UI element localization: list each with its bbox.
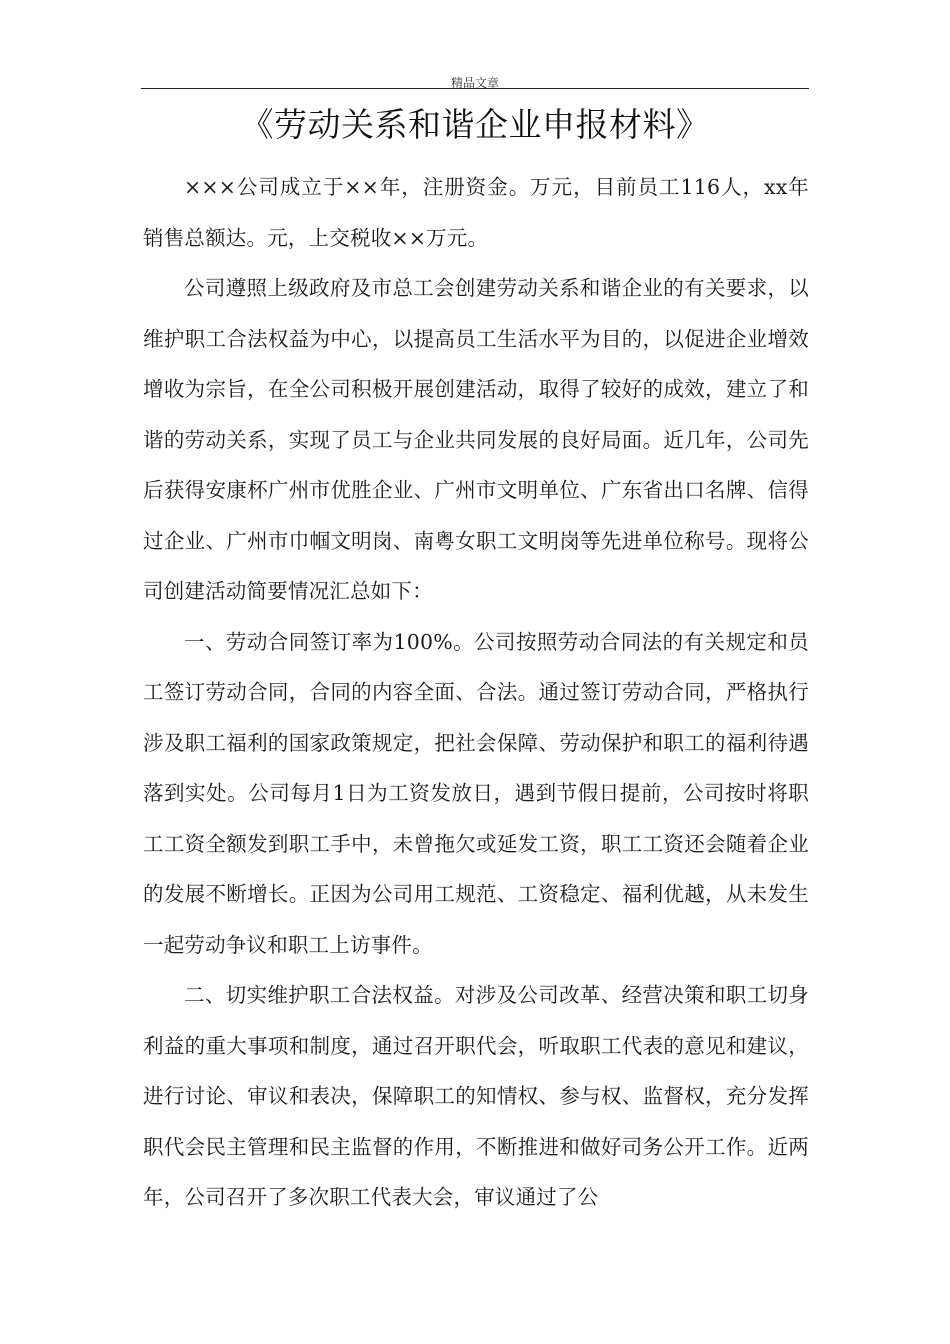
header-divider: [141, 88, 809, 89]
page-header-label: 精品文章: [450, 76, 499, 90]
paragraph-section-2: 二、切实维护职工合法权益。对涉及公司改革、经营决策和职工切身利益的重大事项和制度，通过召开职代会，听取职工代表的意见和建议，进行讨论、审议和表决，保障职工的知情权、参与权、监督权，充分发挥职代会民主管理和民主监督的作用，不断推进和做好司务公开工作。近两年，公司召开了多次职工代表大会，审议通过了公: [143, 983, 809, 1209]
paragraph-overview: 公司遵照上级政府及市总工会创建劳动关系和谐企业的有关要求，以维护职工合法权益为中心，以提高员工生活水平为目的，以促进企业增效增收为宗旨，在全公司积极开展创建活动，取得了较好的成效，建立了和谐的劳动关系，实现了员工与企业共同发展的良好局面。近几年，公司先后获得安康杯广州市优胜企业、广州市文明单位、广东省出口名牌、信得过企业、广州市巾帼文明岗、南粤女职工文明岗等先进单位称号。现将公司创建活动简要情况汇总如下：: [143, 276, 809, 603]
paragraph-intro: ×××公司成立于××年，注册资金。万元，目前员工116人，xx年销售总额达。元，上交税收××万元。: [143, 175, 809, 250]
document-body: [143, 162, 809, 1223]
document-title: 《劳动关系和谐企业申报材料》: [240, 105, 710, 144]
paragraph-section-1: 一、劳动合同签订率为100%。公司按照劳动合同法的有关规定和员工签订劳动合同，合同的内容全面、合法。通过签订劳动合同，严格执行涉及职工福利的国家政策规定，把社会保障、劳动保护和职工的福利待遇落到实处。公司每月1日为工资发放日，遇到节假日提前，公司按时将职工工资全额发到职工手中，未曾拖欠或延发工资，职工工资还会随着企业的发展不断增长。正因为公司用工规范、工资稳定、福利优越，从未发生一起劳动争议和职工上访事件。: [143, 629, 809, 957]
